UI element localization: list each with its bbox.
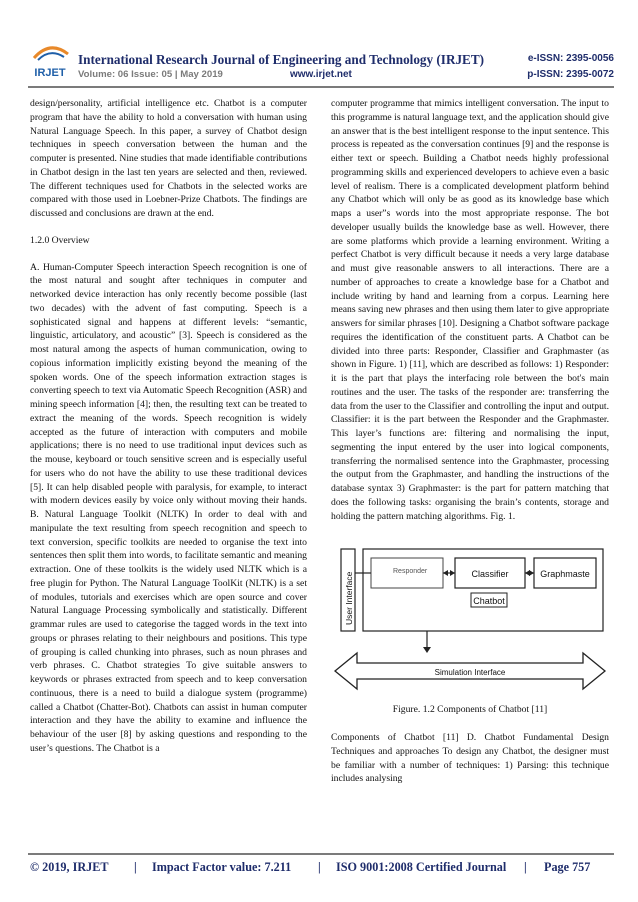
- footer-separator: |: [318, 860, 321, 874]
- p-issn: p-ISSN: 2395-0072: [527, 69, 614, 80]
- footer-divider: [28, 853, 614, 855]
- irjet-logo: [28, 40, 72, 80]
- e-issn: e-ISSN: 2395-0056: [527, 53, 614, 64]
- arrowhead-icon: [423, 647, 431, 653]
- user-interface-label: User Interface: [344, 571, 354, 626]
- footer-separator: |: [524, 860, 527, 874]
- logo-text: IRJET: [34, 67, 66, 79]
- body-paragraph: Components of Chatbot [11] D. Chatbot Fundamental Design Techniques and approaches To design any Chatbot, the designer must be familiar with a number of techniques: 1) Parsing: this technique includes analysing: [331, 732, 609, 785]
- figure-caption: Figure. 1.2 Components of Chatbot [11]: [392, 704, 548, 716]
- chatbot-components-figure: [331, 535, 609, 697]
- body-paragraph: A. Human-Computer Speech interaction Speech recognition is one of the most natural and sought after techniques in computer and networked device interaction has only recently become possible (last two decades) with the advent of fast computing. Speech is a sophisticated signal and happens at different levels: “semantic, linguistic, articulatory, and acoustic” [3]. Speech is considered as the most natural among the aspects of human communication, owing to copious information implicitly existing beyond the meaning of the spoken words. One of the speech information extraction stages is converting speech to text via Automatic Speech Recognition (ASR) and mining speech information [4]; then, the resulting text can be treated to extract the meaning of the words. Speech recognition is widely accepted as the future of interaction with computers and mobile applications; there is no need to use traditional input devices such as the mouse, keyboard or touch sensitive screen and is especially useful for users who do not have the ability to use these traditional devices [5]. It can help disabled people with paralysis, for example, to interact with modern devices easily by voice only without moving their hands. B. Natural Language Toolkit (NLTK) In order to deal with and manipulate the text resulting from speech recognition and speech to text conversion, specific toolkits are needed to organise the text into sentences then split them into words, to facilitate semantic and meaning extraction. One of these toolkits is the widely used NLTK which is a free plugin for Python. The Natural Language ToolKit (NLTK) is a set of modules, tutorials and exercises which are open source and cover Natural Language Processing symbolically and statistically. Different grammar rules are used to categorise the tagged words in the text into groups or phrases relating to their neighbours and positions. This type of grouping is called chunking into phrases, such as noun phrases and verb phrases. C. Chatbot strategies To give suitable answers to keywords or phrases extracted from speech and to keep conversation continuous, there is a need to build a dialogue system (programme) called a Chatbot (Chatter-Bot). Chatbots can assist in human computer interaction and they have the ability to examine and influence the behaviour of the user [8] by asking questions and responding to the user’s questions. The Chatbot is a: [30, 261, 307, 754]
- figure-diagram: [331, 535, 609, 697]
- simulation-interface-label: Simulation Interface: [434, 668, 506, 678]
- page-footer: [28, 860, 614, 880]
- header-divider: [28, 86, 614, 88]
- classifier-label: Classifier: [471, 569, 509, 580]
- footer-copyright: © 2019, IRJET: [30, 860, 109, 874]
- journal-title: International Research Journal of Engineering and Technology (IRJET): [78, 52, 485, 67]
- responder-label: Responder: [393, 568, 428, 576]
- body-paragraph: computer programme that mimics intelligent conversation. The input to this programme is natural language text, and the application should give an answer that is the best intelligent response to the input sentence. This process is repeated as the conversation continues [9] and the response is either text or speech. Building a Chatbot needs highly professional programming skills and experienced developers to achieve even a basic level of realism. There is a complicated development platform behind any Chatbot which will only be as good as its knowledge base which maps a user”s words into the most appropriate response. The bot developer usually builds the knowledge base as well. However, there are some platforms which provide a learning environment. Writing a perfect Chatbot is very difficult because it needs a very large database and must give reasonable answers to all interactions. There are a number of approaches to create a knowledge base for a Chatbot and include writing by hand and learning from a corpus. Learning here means saving new phrases and then using them later to give appropriate answers for similar phrases [10]. Designing a Chatbot software package requires the identification of the constituent parts. A Chatbot can be divided into three parts: Responder, Classifier and Graphmaster (as shown in Figure. 1) [11], which are described as follows: 1) Responder: it is the part that plays the interfacing role between the bot's main routines and the user. The tasks of the responder are: transferring the data from the user to the Classifier and controlling the input and output. Classifier: it is the part between the Responder and the Graphmaster. This layer’s functions are: filtering and normalising the input, segmenting the input entered by the user into logical components, transferring the normalised sentence into the Graphmaster, processing the output from the Graphmaster, and handling the instructions of the database syntax 3) Graphmaster: is the part for pattern matching that does the following tasks: organising the brain’s contents, storage and holding the pattern matching algorithms. Fig. 1.: [331, 98, 609, 522]
- right-column: [331, 97, 609, 786]
- intro-paragraph: design/personality, artificial intelligence etc. Chatbot is a computer program that have the ability to hold a conversation with human using Natural Language Speech. In this paper, a survey of Chatbot design techniques in speech conversation between the human and the computer is presented. Nine studies that made identifiable contributions in Chatbot design in the last ten years are selected and then, reviewed. The different techniques used for Chatbots in the selected works are compared with those used in Loebner-Prize Chatbots. The findings are discussed and conclusions are drawn at the end.: [30, 98, 307, 219]
- footer-impact-factor: Impact Factor value: 7.211: [152, 860, 292, 874]
- footer-separator: |: [134, 860, 137, 874]
- footer-page-number: Page 757: [544, 860, 591, 874]
- left-column: [30, 97, 307, 756]
- chatbot-label: Chatbot: [473, 596, 505, 607]
- graphmaster-label: Graphmaste: [540, 569, 590, 580]
- page-header: [0, 0, 638, 84]
- section-heading: 1.2.0 Overview: [30, 234, 90, 246]
- volume-issue: Volume: 06 Issue: 05 | May 2019: [78, 69, 223, 80]
- journal-website: www.irjet.net: [290, 69, 352, 80]
- footer-iso: ISO 9001:2008 Certified Journal: [336, 860, 507, 874]
